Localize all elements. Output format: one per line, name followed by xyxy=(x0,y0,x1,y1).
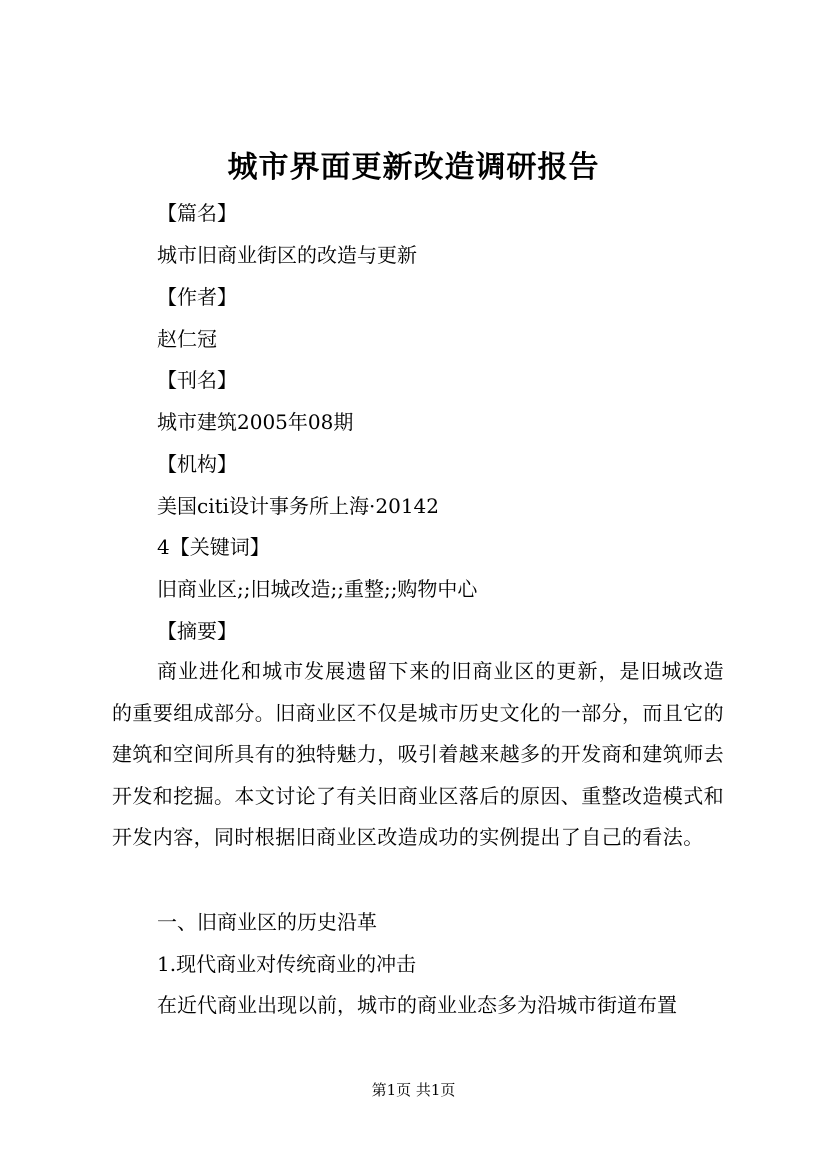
abstract-paragraph: 商业进化和城市发展遗留下来的旧商业区的更新，是旧城改造的重要组成部分。旧商业区不仅是城市历史文化的一部分，而且它的建筑和空间所具有的独特魅力，吸引着越来越多的开发商和建筑师去开发和挖掘。本文讨论了有关旧商业区落后的原因、重整改造模式和开发内容，同时根据旧商业区改造成功的实例提出了自己的看法。 xyxy=(112,659,724,850)
field-value-institution: 美国citi设计事务所上海·20142 xyxy=(157,494,440,518)
field-value-journal: 城市建筑2005年08期 xyxy=(157,410,354,434)
field-value-keywords: 旧商业区;;旧城改造;;重整;;购物中心 xyxy=(157,577,478,601)
field-label-keywords: 4【关键词】 xyxy=(157,535,270,559)
field-label-author: 【作者】 xyxy=(157,285,237,309)
section-heading: 一、旧商业区的历史沿革 xyxy=(157,910,377,934)
abstract-label: 【摘要】 xyxy=(157,619,237,643)
field-value-author: 赵仁冠 xyxy=(157,327,217,351)
subsection-heading: 1.现代商业对传统商业的冲击 xyxy=(157,952,417,976)
field-label-journal: 【刊名】 xyxy=(157,368,237,392)
field-value-title: 城市旧商业街区的改造与更新 xyxy=(157,243,417,267)
document-title: 城市界面更新改造调研报告 xyxy=(227,150,600,185)
page-footer: 第1页 共1页 xyxy=(371,1081,456,1099)
body-paragraph: 在近代商业出现以前，城市的商业业态多为沿城市街道布置 xyxy=(157,993,677,1017)
field-label-institution: 【机构】 xyxy=(157,452,237,476)
field-label-title: 【篇名】 xyxy=(157,201,237,225)
